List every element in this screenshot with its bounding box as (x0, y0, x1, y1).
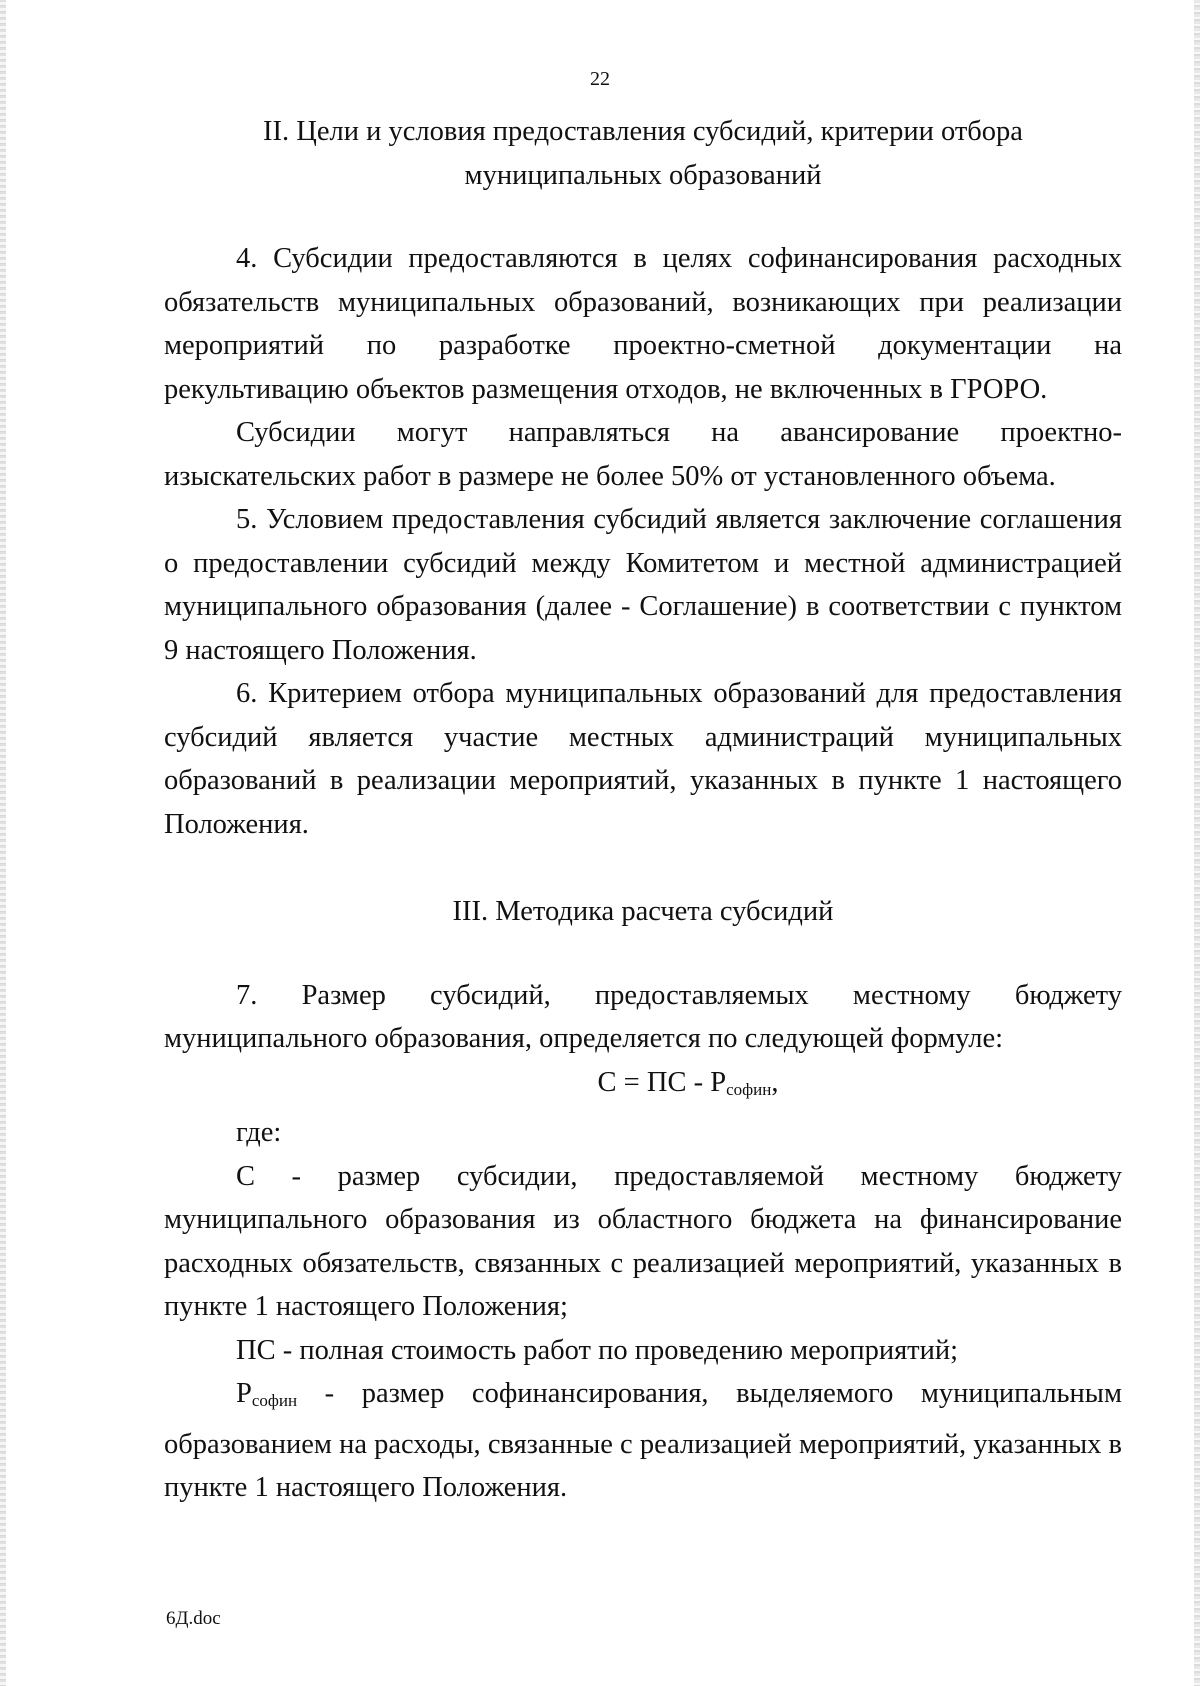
file-name-footer: 6Д.doc (166, 1608, 221, 1629)
subsidy-formula (164, 1061, 1122, 1112)
paragraph-5: 5. Условием предоставления субсидий является заключение соглашения о предоставлении субсидий между Комитетом и местной администрацией муниципального образования (далее - Соглашение) в соответствии с пунктом 9 настоящего Положения. (164, 504, 1122, 666)
paragraph-4-advance: Субсидии могут направляться на авансирование проектно-изыскательских работ в размере не более 50% от установленного объема. (164, 417, 1122, 492)
definition-r-cofin (164, 1372, 1122, 1510)
scan-edge-right (1194, 0, 1200, 1686)
definition-ps: ПС - полная стоимость работ по проведению мероприятий; (236, 1334, 959, 1366)
definition-r-symbol: Р (236, 1378, 252, 1409)
section-3-heading: III. Методика расчета субсидий (452, 896, 834, 927)
paragraph-6: 6. Критерием отбора муниципальных образований для предоставления субсидий является участие местных администраций муниципальных образований в реализации мероприятий, указанных в пункте 1 настоящего Положения. (164, 678, 1122, 840)
paragraph-7: 7. Размер субсидий, предоставляемых местному бюджету муниципального образования, определяется по следующей формуле: (164, 979, 1122, 1054)
formula-tail: , (771, 1066, 779, 1098)
scan-edge-left (0, 0, 6, 1686)
definition-r-subscript: софин (251, 1391, 298, 1410)
page-number: 22 (590, 68, 610, 90)
formula-subscript: софин (726, 1079, 772, 1099)
section-2-heading-line-1: II. Цели и условия предоставления субсидий, критерии отбора (263, 116, 1023, 147)
formula-main: С = ПС - Р (597, 1066, 727, 1098)
document-body (164, 110, 1122, 1510)
section-2-heading-line-2: муниципальных образований (464, 159, 822, 191)
definition-r-text: - размер софинансирования, выделяемого муниципальным образованием на расходы, связанные с реализацией мероприятий, указанных в пункте 1 настоящего Положения. (164, 1378, 1122, 1503)
paragraph-4: 4. Субсидии предоставляются в целях софинансирования расходных обязательств муниципальных образований, возникающих при реализации мероприятий по разработке проектно-сметной документации на рекультивацию объектов размещения отходов, не включенных в ГРОРО. (164, 243, 1122, 405)
definition-c: С - размер субсидии, предоставляемой местному бюджету муниципального образования из областного бюджета на финансирование расходных обязательств, связанных с реализацией мероприятий, указанных в пункте 1 настоящего Положения; (164, 1160, 1122, 1322)
where-label: где: (236, 1117, 282, 1148)
section-2-heading (164, 110, 1122, 197)
